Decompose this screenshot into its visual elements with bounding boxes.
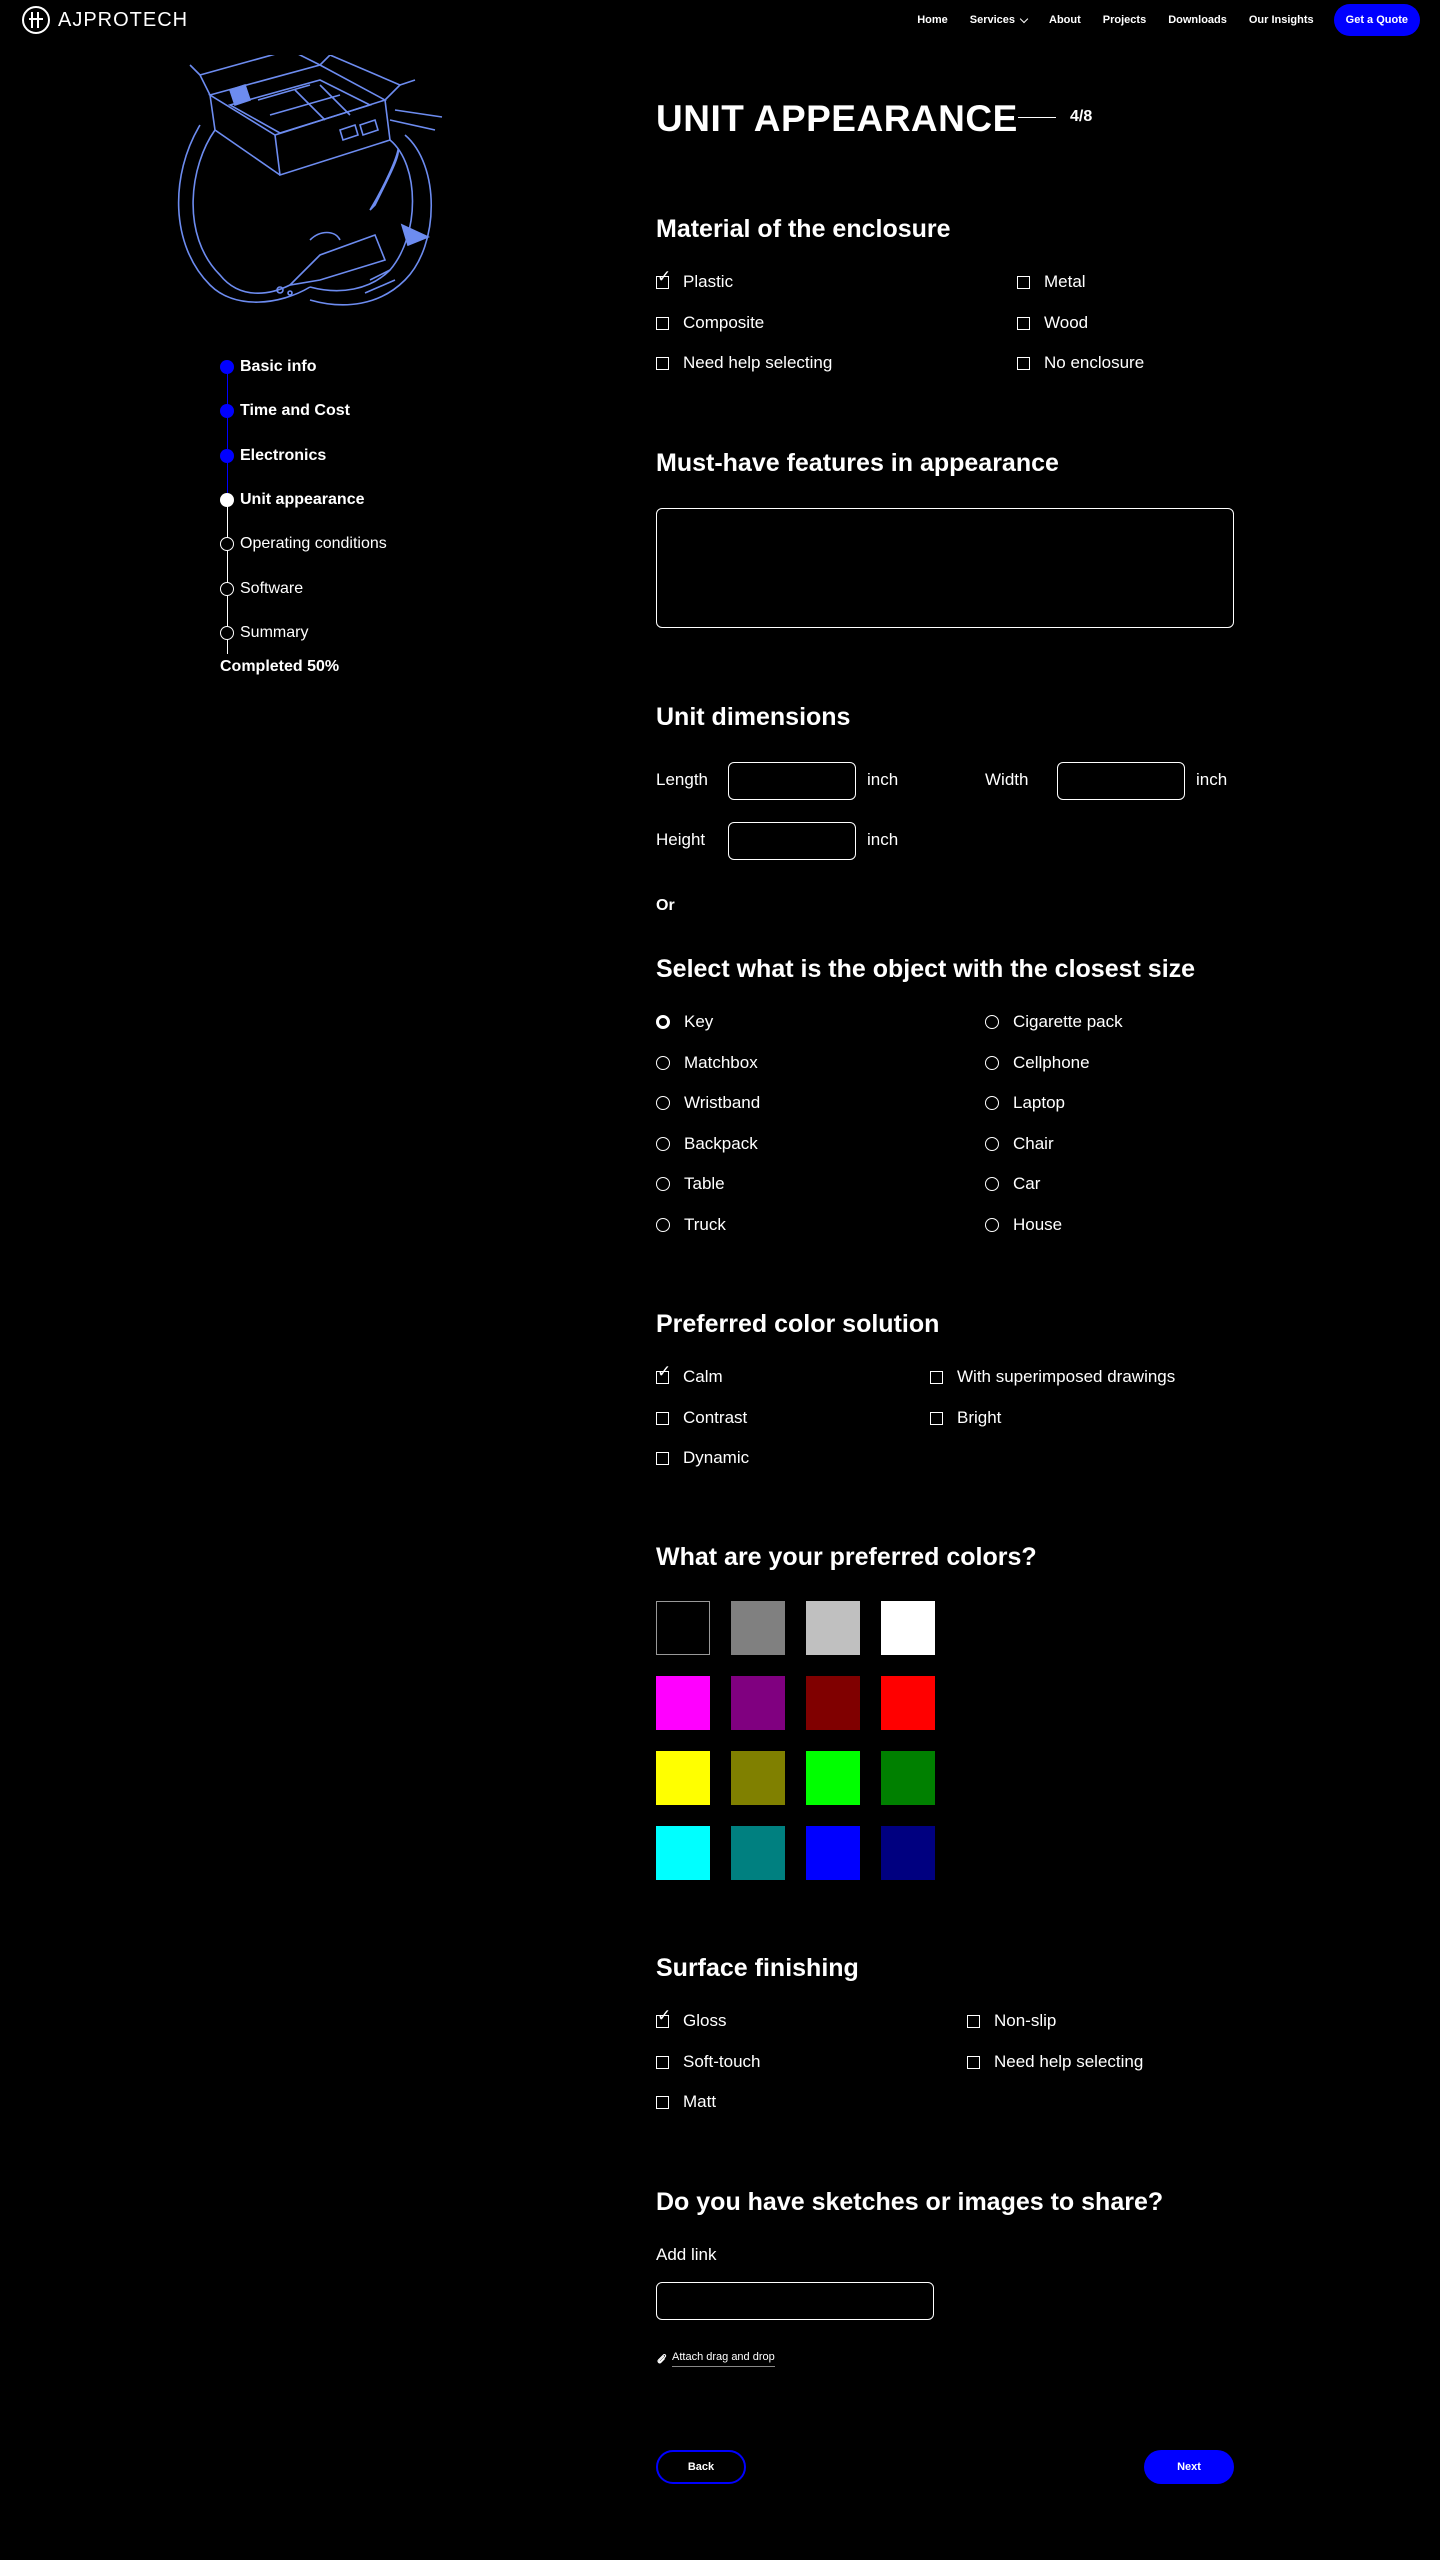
- step-todo-dot: [220, 582, 234, 596]
- add-link-label: Add link: [656, 2245, 717, 2264]
- radio-button[interactable]: [656, 1015, 670, 1029]
- size-option-key[interactable]: [656, 1012, 713, 1032]
- material-option-need-help[interactable]: [656, 353, 832, 373]
- option-label: Key: [684, 1012, 714, 1031]
- page-title: UNIT APPEARANCE: [656, 98, 1018, 139]
- nav-home[interactable]: [917, 14, 948, 26]
- size-option-house[interactable]: [985, 1215, 1062, 1235]
- radio-button[interactable]: [656, 1218, 670, 1232]
- step-electronics[interactable]: [220, 434, 520, 478]
- checkbox[interactable]: [930, 1371, 943, 1384]
- color-swatch[interactable]: [881, 1826, 935, 1880]
- option-label: Matchbox: [684, 1053, 758, 1072]
- radio-button[interactable]: [656, 1096, 670, 1110]
- nav-about[interactable]: [1049, 14, 1081, 26]
- size-option-table[interactable]: [656, 1174, 725, 1194]
- color-swatch[interactable]: [731, 1601, 785, 1655]
- color-swatch[interactable]: [806, 1676, 860, 1730]
- size-option-laptop[interactable]: [985, 1093, 1065, 1113]
- checkbox[interactable]: [656, 2015, 669, 2028]
- step-done-dot: [220, 449, 234, 463]
- nav-downloads-label: Downloads: [1168, 14, 1227, 26]
- closest-size-title: Select what is the object with the closest size: [656, 955, 1196, 983]
- main-nav: [895, 4, 1420, 36]
- step-label: Time and Cost: [240, 402, 350, 420]
- nav-projects-label: Projects: [1102, 14, 1147, 26]
- color-swatch[interactable]: [806, 1826, 860, 1880]
- option-label: No enclosure: [1044, 353, 1145, 372]
- checkbox[interactable]: [656, 276, 669, 289]
- surface-option-matt[interactable]: [656, 2092, 716, 2112]
- checkbox[interactable]: [930, 1412, 943, 1425]
- radio-button[interactable]: [985, 1096, 999, 1110]
- nav-services[interactable]: [970, 14, 1027, 26]
- radio-button[interactable]: [656, 1177, 670, 1191]
- nav-insights[interactable]: [1249, 14, 1314, 26]
- option-label: Matt: [683, 2092, 717, 2111]
- color-swatch[interactable]: [656, 1826, 710, 1880]
- option-label: Contrast: [683, 1408, 748, 1427]
- paperclip-icon: [656, 2353, 668, 2365]
- checkbox[interactable]: [656, 2096, 669, 2109]
- option-label: Metal: [1044, 272, 1086, 291]
- nav-insights-label: Our Insights: [1248, 14, 1314, 26]
- step-basic-info[interactable]: [220, 345, 520, 389]
- surface-title: Surface finishing: [656, 1954, 859, 1982]
- option-label: Bright: [957, 1408, 1002, 1427]
- completion-status: Completed 50%: [220, 658, 340, 675]
- divider: [1018, 117, 1056, 118]
- link-input[interactable]: [656, 2282, 934, 2320]
- option-label: Cigarette pack: [1013, 1012, 1123, 1031]
- nav-services-label: Services: [969, 14, 1016, 26]
- color-solution-bright[interactable]: [930, 1408, 1001, 1428]
- option-label: Calm: [683, 1367, 723, 1386]
- attach-file-button[interactable]: [656, 2351, 775, 2367]
- step-time-and-cost[interactable]: [220, 389, 520, 433]
- color-swatch[interactable]: [656, 1601, 710, 1655]
- step-current-dot: [220, 493, 234, 507]
- material-option-no-enclosure[interactable]: [1017, 353, 1144, 373]
- option-label: Chair: [1013, 1134, 1054, 1153]
- progress-steps: [220, 345, 520, 655]
- checkbox[interactable]: [656, 1452, 669, 1465]
- width-input[interactable]: [1057, 762, 1185, 800]
- color-solution-superimposed[interactable]: [930, 1367, 1175, 1387]
- step-software[interactable]: [220, 566, 520, 610]
- size-option-car[interactable]: [985, 1174, 1040, 1194]
- option-label: Need help selecting: [994, 2052, 1144, 2071]
- color-swatch[interactable]: [731, 1751, 785, 1805]
- radio-button[interactable]: [985, 1218, 999, 1232]
- height-unit: inch: [867, 830, 899, 849]
- checkbox[interactable]: [1017, 317, 1030, 330]
- smartwatch-illustration: [170, 55, 460, 325]
- checkbox[interactable]: [1017, 357, 1030, 370]
- or-separator: Or: [656, 897, 675, 914]
- width-label: Width: [985, 770, 1029, 789]
- option-label: Dynamic: [683, 1448, 750, 1467]
- checkbox[interactable]: [656, 357, 669, 370]
- color-swatch[interactable]: [881, 1676, 935, 1730]
- nav-downloads[interactable]: [1168, 14, 1227, 26]
- option-label: House: [1013, 1215, 1063, 1234]
- color-swatch[interactable]: [881, 1601, 935, 1655]
- material-option-metal[interactable]: [1017, 272, 1086, 292]
- step-counter: [1018, 108, 1092, 126]
- option-label: Table: [684, 1174, 725, 1193]
- length-input[interactable]: [728, 762, 856, 800]
- surface-option-gloss[interactable]: [656, 2011, 726, 2031]
- color-solution-contrast[interactable]: [656, 1408, 747, 1428]
- option-label: Non-slip: [994, 2011, 1057, 2030]
- height-label: Height: [656, 830, 706, 849]
- option-label: Cellphone: [1013, 1053, 1090, 1072]
- length-label: Length: [656, 770, 708, 789]
- option-label: Need help selecting: [683, 353, 833, 372]
- material-option-wood[interactable]: [1017, 313, 1088, 333]
- logo[interactable]: [22, 6, 188, 34]
- option-label: Car: [1013, 1174, 1041, 1193]
- surface-option-non-slip[interactable]: [967, 2011, 1056, 2031]
- width-unit: inch: [1196, 770, 1228, 789]
- color-solution-dynamic[interactable]: [656, 1448, 749, 1468]
- next-button[interactable]: Next: [1144, 2450, 1234, 2484]
- site-header: [0, 0, 1440, 40]
- material-option-composite[interactable]: [656, 313, 764, 333]
- step-label: Software: [240, 579, 304, 597]
- nav-projects[interactable]: [1103, 14, 1146, 26]
- preferred-colors-title: What are your preferred colors?: [656, 1543, 1037, 1571]
- step-todo-dot: [220, 537, 234, 551]
- step-unit-appearance[interactable]: [220, 478, 520, 522]
- color-swatch[interactable]: [731, 1676, 785, 1730]
- features-textarea[interactable]: [656, 508, 1234, 628]
- radio-button[interactable]: [656, 1056, 670, 1070]
- sketches-title: Do you have sketches or images to share?: [656, 2188, 1164, 2216]
- step-done-dot: [220, 404, 234, 418]
- step-summary[interactable]: [220, 611, 520, 655]
- dimensions-title: Unit dimensions: [656, 703, 851, 731]
- height-input[interactable]: [728, 822, 856, 860]
- material-option-plastic[interactable]: [656, 272, 733, 292]
- attach-label: Attach drag and drop: [672, 2351, 775, 2367]
- get-quote-button[interactable]: Get a Quote: [1334, 4, 1420, 36]
- option-label: Plastic: [683, 272, 734, 291]
- step-label: Summary: [240, 623, 309, 641]
- radio-button[interactable]: [985, 1137, 999, 1151]
- checkbox[interactable]: [656, 1412, 669, 1425]
- color-swatch[interactable]: [656, 1751, 710, 1805]
- size-option-chair[interactable]: [985, 1134, 1054, 1154]
- color-swatch[interactable]: [806, 1601, 860, 1655]
- size-option-cellphone[interactable]: [985, 1053, 1090, 1073]
- size-option-matchbox[interactable]: [656, 1053, 758, 1073]
- material-title: Material of the enclosure: [656, 215, 951, 243]
- radio-button[interactable]: [985, 1015, 999, 1029]
- chevron-down-icon: [1020, 14, 1028, 22]
- nav-home-label: Home: [917, 14, 948, 26]
- logo-icon: [22, 6, 50, 34]
- size-option-cigarette-pack[interactable]: [985, 1012, 1123, 1032]
- step-label: Basic info: [240, 358, 317, 376]
- step-counter-text: 4/8: [1070, 108, 1093, 125]
- surface-option-need-help[interactable]: [967, 2052, 1143, 2072]
- length-unit: inch: [867, 770, 899, 789]
- checkbox[interactable]: [967, 2015, 980, 2028]
- option-label: Wood: [1044, 313, 1089, 332]
- option-label: Backpack: [684, 1134, 758, 1153]
- option-label: Truck: [684, 1215, 726, 1234]
- step-todo-dot: [220, 626, 234, 640]
- checkbox[interactable]: [656, 2056, 669, 2069]
- step-done-dot: [220, 360, 234, 374]
- radio-button[interactable]: [985, 1177, 999, 1191]
- option-label: Laptop: [1013, 1093, 1065, 1112]
- color-swatch[interactable]: [656, 1676, 710, 1730]
- step-operating-conditions[interactable]: [220, 522, 520, 566]
- checkbox[interactable]: [656, 1371, 669, 1384]
- back-button[interactable]: Back: [656, 2450, 746, 2484]
- option-label: Wristband: [684, 1093, 761, 1112]
- color-swatch[interactable]: [881, 1751, 935, 1805]
- color-solution-title: Preferred color solution: [656, 1310, 940, 1338]
- size-option-backpack[interactable]: [656, 1134, 758, 1154]
- color-swatch[interactable]: [731, 1826, 785, 1880]
- features-title: Must-have features in appearance: [656, 449, 1059, 477]
- size-option-truck[interactable]: [656, 1215, 726, 1235]
- radio-button[interactable]: [656, 1137, 670, 1151]
- option-label: With superimposed drawings: [957, 1367, 1176, 1386]
- option-label: Gloss: [683, 2011, 727, 2030]
- step-label: Electronics: [240, 446, 327, 464]
- size-option-wristband[interactable]: [656, 1093, 760, 1113]
- step-label: Unit appearance: [240, 491, 365, 509]
- color-solution-calm[interactable]: [656, 1367, 723, 1387]
- checkbox[interactable]: [967, 2056, 980, 2069]
- checkbox[interactable]: [1017, 276, 1030, 289]
- step-label: Operating conditions: [240, 535, 387, 553]
- nav-about-label: About: [1049, 14, 1081, 26]
- logo-text: AJPROTECH: [58, 8, 189, 31]
- radio-button[interactable]: [985, 1056, 999, 1070]
- color-swatch[interactable]: [806, 1751, 860, 1805]
- option-label: Soft-touch: [683, 2052, 761, 2071]
- checkbox[interactable]: [656, 317, 669, 330]
- surface-option-soft-touch[interactable]: [656, 2052, 761, 2072]
- option-label: Composite: [683, 313, 765, 332]
